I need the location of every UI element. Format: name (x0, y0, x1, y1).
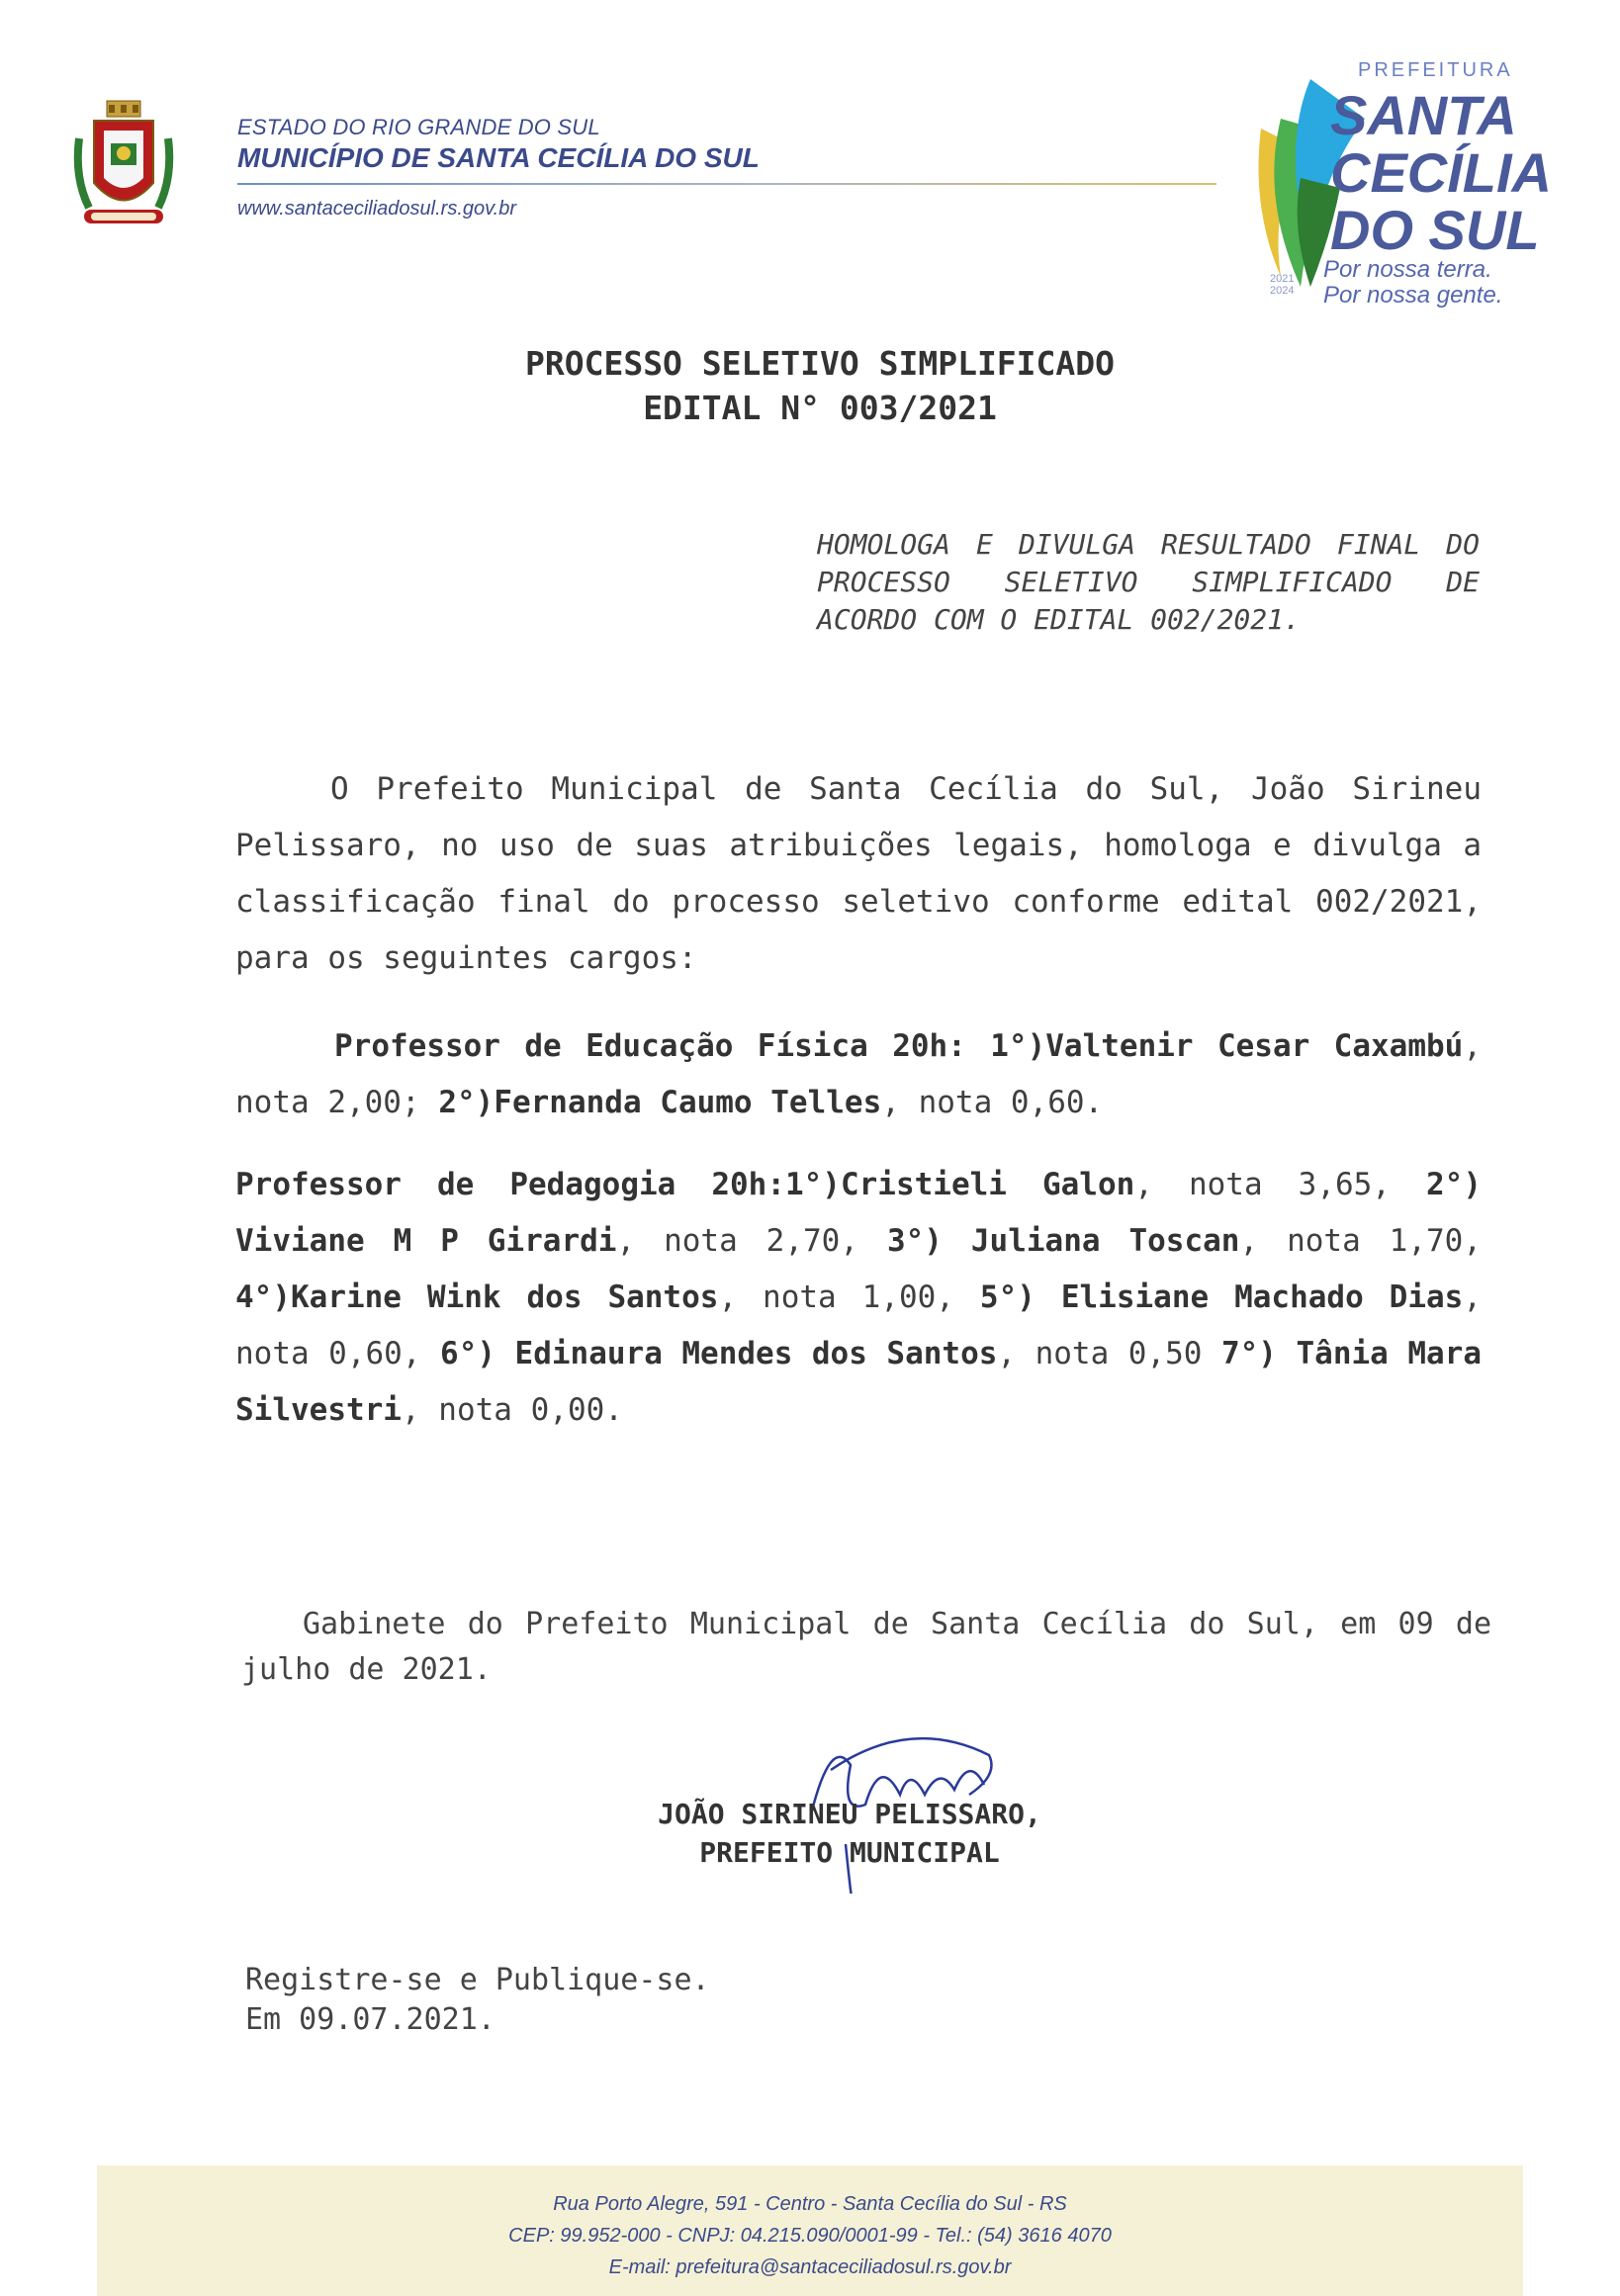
registro-date: Em 09.07.2021. (245, 2002, 495, 2037)
candidate-4: 4°)Karine Wink dos Santos (235, 1280, 719, 1315)
municipality-name: MUNICÍPIO DE SANTA CECÍLIA DO SUL (237, 142, 760, 173)
candidate-1-score: , nota 2,00; (235, 1028, 1483, 1120)
signatory-name: JOÃO SIRINEU PELISSARO, (658, 1798, 1041, 1830)
candidate-7: 7°) Tânia Mara Silvestri (235, 1336, 1482, 1428)
logo-city-name (1330, 84, 1552, 261)
logo-slogan-line1: Por nossa terra. (1323, 256, 1492, 283)
logo-name-line2: CECÍLIA (1330, 141, 1552, 204)
logo-years (1270, 273, 1294, 297)
logo-year-start: 2021 (1270, 273, 1295, 285)
pedagogia-result (235, 1157, 1482, 1439)
signatory-role: PREFEITO MUNICIPAL (699, 1836, 1000, 1869)
logo-year-end: 2024 (1270, 285, 1295, 297)
candidate-7-score: , nota 0,00. (401, 1392, 623, 1428)
logo-slogan (1323, 257, 1502, 309)
candidate-6: 6°) Edinaura Mendes dos Santos (440, 1336, 998, 1371)
candidate-5: 5°) Elisiane Machado Dias (979, 1280, 1464, 1315)
edital-number: EDITAL N° 003/2021 (643, 389, 997, 427)
municipal-coat-of-arms-icon (69, 99, 178, 242)
candidate-2-score: , nota 2,70, (616, 1223, 887, 1259)
logo-name-line1: SANTA (1330, 84, 1517, 146)
logo-slogan-line2: Por nossa gente. (1323, 282, 1503, 309)
candidate-3-score: , nota 1,70, (1239, 1223, 1482, 1259)
cargo-educacao-fisica: Professor de Educação Física 20h: (334, 1028, 966, 1064)
registro-line: Registre-se e Publique-se. (245, 1963, 710, 1997)
website-link[interactable]: www.santaceciliadosul.rs.gov.br (237, 198, 516, 220)
candidate-6-score: , nota 0,50 (997, 1336, 1221, 1371)
intro-paragraph: O Prefeito Municipal de Santa Cecília do Sul, João Sirineu Pelissaro, no uso de suas atribuições legais, homologa e divulga a classificação final do processo seletivo conforme edital 002/2021, para os seguintes cargos: (235, 771, 1482, 976)
candidate-5-score: , nota 0,60, (235, 1280, 1483, 1371)
candidate-3: 3°) Juliana Toscan (886, 1223, 1240, 1259)
document-title: PROCESSO SELETIVO SIMPLIFICADO (524, 344, 1116, 383)
footer-address: Rua Porto Alegre, 591 - Centro - Santa Cecília do Sul - RS (553, 2193, 1067, 2215)
candidate-2: 2°) Viviane M P Girardi (235, 1167, 1482, 1259)
candidate-1: 1°)Cristieli Galon (784, 1167, 1135, 1202)
educacao-fisica-result (235, 1018, 1482, 1131)
candidate-2-score: , nota 0,60. (881, 1085, 1104, 1120)
cargo-pedagogia: Professor de Pedagogia 20h: (235, 1167, 785, 1202)
state-name: ESTADO DO RIO GRANDE DO SUL (237, 115, 600, 139)
ementa: HOMOLOGA E DIVULGA RESULTADO FINAL DO PROCESSO SELETIVO SIMPLIFICADO DE ACORDO COM O EDITAL 002/2021. (817, 528, 1480, 636)
candidate-1: 1°)Valtenir Cesar Caxambú (990, 1028, 1464, 1064)
logo-name-line3: DO SUL (1330, 199, 1540, 261)
candidate-2: 2°)Fernanda Caumo Telles (438, 1085, 882, 1120)
logo-prefeitura-label: PREFEITURA (1358, 59, 1513, 81)
candidate-1-score: , nota 3,65, (1134, 1167, 1426, 1202)
gabinete-date: Gabinete do Prefeito Municipal de Santa Cecília do Sul, em 09 de julho de 2021. (241, 1607, 1491, 1687)
header-divider (237, 183, 1216, 185)
footer-email[interactable]: E-mail: prefeitura@santaceciliadosul.rs.gov.br (608, 2256, 1012, 2278)
footer-contact: CEP: 99.952-000 - CNPJ: 04.215.090/0001-99 - Tel.: (54) 3616 4070 (508, 2225, 1112, 2247)
candidate-4-score: , nota 1,00, (718, 1280, 980, 1315)
